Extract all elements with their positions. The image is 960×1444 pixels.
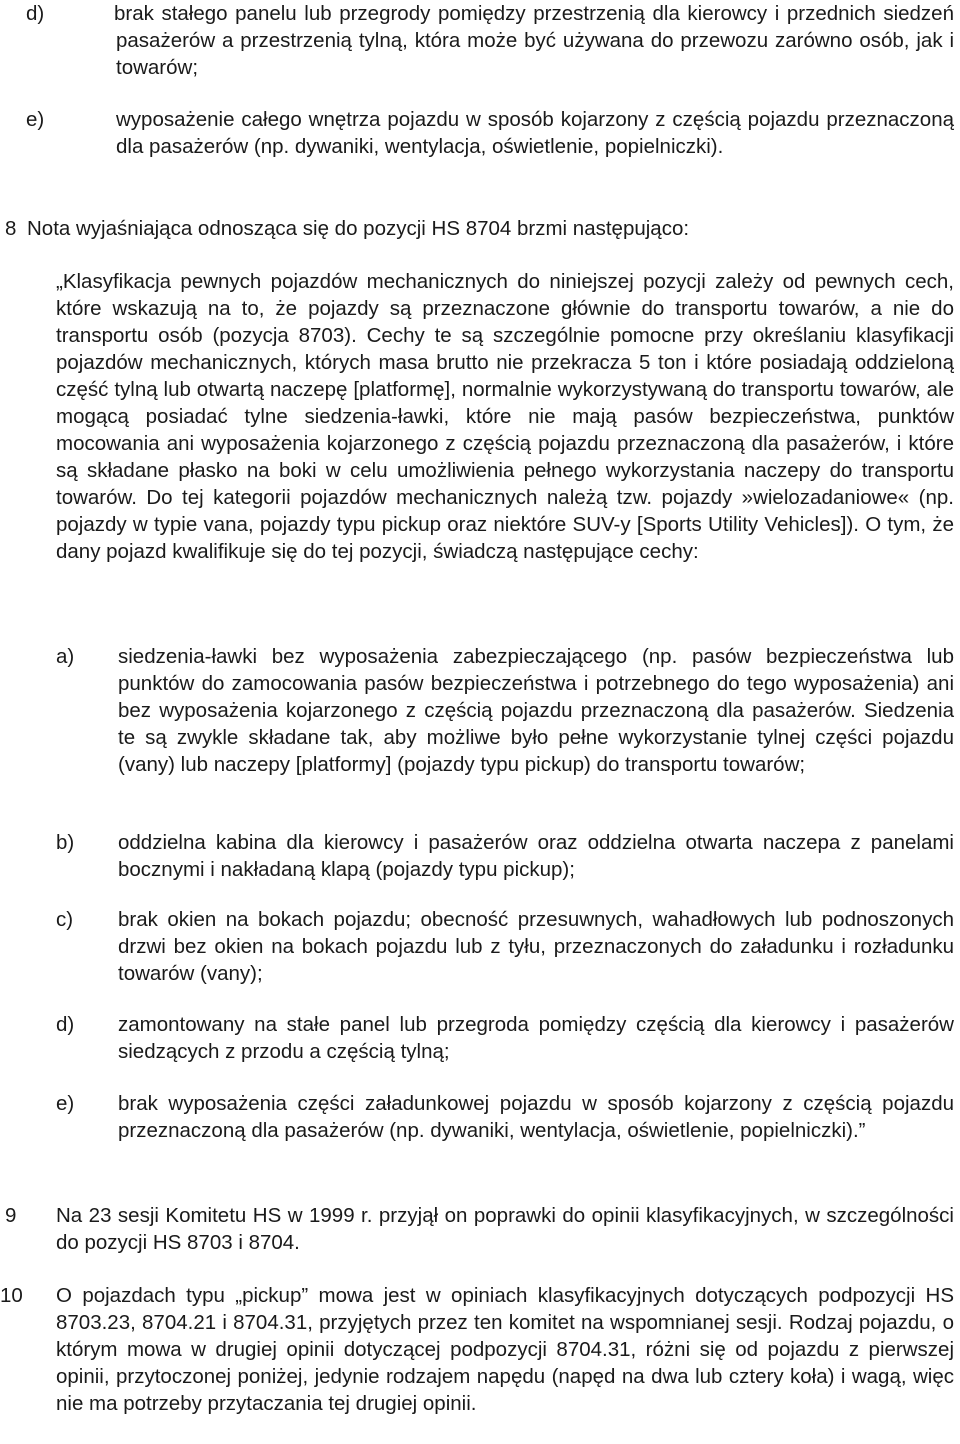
list-item-text: siedzenia-ławki bez wyposażenia zabezpieczającego (np. pasów bezpieczeństwa lub punktów do zamocowania pasów bezpieczeństwa i potrzebnego do tego wyposażenia) ani bez wyposażenia kojarzonego z częścią pojazdu przeznaczoną dla pasażerów. Siedzenia te są zwykle składane tak, aby możliwe było pełne wykorzystanie tylnej części pojazdu (vany) lub naczepy [platformy] (pojazdy typu pickup) do transportu towarów; [118, 645, 954, 776]
list-item-text: brak wyposażenia części załadunkowej pojazdu w sposób kojarzony z częścią pojazdu przeznaczoną dla pasażerów (np. dywaniki, wentylacja, oświetlenie, popielniczki).” [118, 1092, 954, 1142]
footnote-number: 9 [5, 1204, 17, 1227]
footnote-text: O pojazdach typu „pickup” mowa jest w opiniach klasyfikacyjnych dotyczących podpozycji HS 8703.23, 8704.21 i 8704.31, przyjętych przez ten komitet na wspomnianej sesji. Rodzaj pojazdu, o którym mowa w drugiej opinii dotyczącej podpozycji 8704.31, różni się od pojazdu z pierwszej opinii, przytoczonej poniżej, jedynie rodzajem napędu (napęd na dwa lub cztery koła) i wagą, więc nie ma potrzeby przytaczania tej drugiej opinii. [56, 1284, 954, 1415]
footnote-10 [0, 1282, 954, 1417]
footnote-9 [5, 1202, 954, 1256]
list-item-text: oddzielna kabina dla kierowcy i pasażerów oraz oddzielna otwarta naczepa z panelami bocznymi i nakładaną klapą (pojazdy typu pickup); [118, 831, 954, 881]
list-marker: c) [56, 908, 74, 931]
list-marker: e) [56, 1092, 75, 1115]
footnote-8 [5, 215, 954, 242]
list-marker: d) [56, 1013, 75, 1036]
list-item-e-top [26, 106, 954, 160]
quoted-list-item-a [56, 643, 954, 778]
quoted-list-item-e [56, 1090, 954, 1144]
footnote-text: Na 23 sesji Komitetu HS w 1999 r. przyjął on poprawki do opinii klasyfikacyjnych, w szczególności do pozycji HS 8703 i 8704. [56, 1204, 954, 1254]
quoted-list-item-c [56, 906, 954, 987]
list-marker: e) [26, 108, 45, 131]
footnote-intro: Nota wyjaśniająca odnosząca się do pozycji HS 8704 brzmi następująco: [27, 217, 690, 240]
list-marker: b) [56, 831, 75, 854]
list-item-d-top [26, 0, 954, 81]
list-item-text: wyposażenie całego wnętrza pojazdu w sposób kojarzony z częścią pojazdu przeznaczoną dla pasażerów (np. dywaniki, wentylacja, oświetlenie, popielniczki). [116, 108, 954, 158]
quoted-list-item-d [56, 1011, 954, 1065]
quoted-explanatory-note: „Klasyfikacja pewnych pojazdów mechanicznych do niniejszej pozycji zależy od pewnych cech, które wskazują na to, że pojazdy są przeznaczone głównie do transportu towarów, a nie do transportu osób (pozycja 8703). Cechy te są szczególnie pomocne przy określaniu klasyfikacji pojazdów mechanicznych, których masa brutto nie przekracza 5 ton i które posiadają oddzieloną część tylną lub otwartą naczepę [platformę], normalnie wykorzystywaną do transportu towarów, ale mogącą posiadać tylne siedzenia-ławki, które nie mają pasów bezpieczeństwa, punktów mocowania ani wyposażenia kojarzonego z częścią pojazdu przeznaczoną dla pasażerów, i które są składane płasko na boki w celu umożliwienia pełnego wykorzystania naczepy do transportu towarów. Do tej kategorii pojazdów mechanicznych należą tzw. pojazdy »wielozadaniowe« (np. pojazdy w typie vana, pojazdy typu pickup oraz niektóre SUV-y [Sports Utility Vehicles]). O tym, że dany pojazd kwalifikuje się do tej pozycji, świadczą następujące cechy: [56, 270, 954, 563]
list-marker: a) [56, 645, 75, 668]
list-item-text: brak okien na bokach pojazdu; obecność przesuwnych, wahadłowych lub podnoszonych drzwi bez okien na bokach pojazdu lub z tyłu, przeznaczonych do załadunku i rozładunku towarów (vany); [118, 908, 954, 985]
footnote-number: 10 [0, 1284, 23, 1307]
footnote-number: 8 [5, 217, 17, 240]
list-item-text: brak stałego panelu lub przegrody pomiędzy przestrzenią dla kierowcy i przednich siedzeń pasażerów a przestrzenią tylną, która może być używana do przewozu zarówno osób, jak i towarów; [114, 2, 954, 79]
list-marker: d) [26, 2, 45, 25]
list-item-text: zamontowany na stałe panel lub przegroda pomiędzy częścią dla kierowcy i pasażerów siedzących z przodu a częścią tylną; [118, 1013, 954, 1063]
quoted-list-item-b [56, 829, 954, 883]
